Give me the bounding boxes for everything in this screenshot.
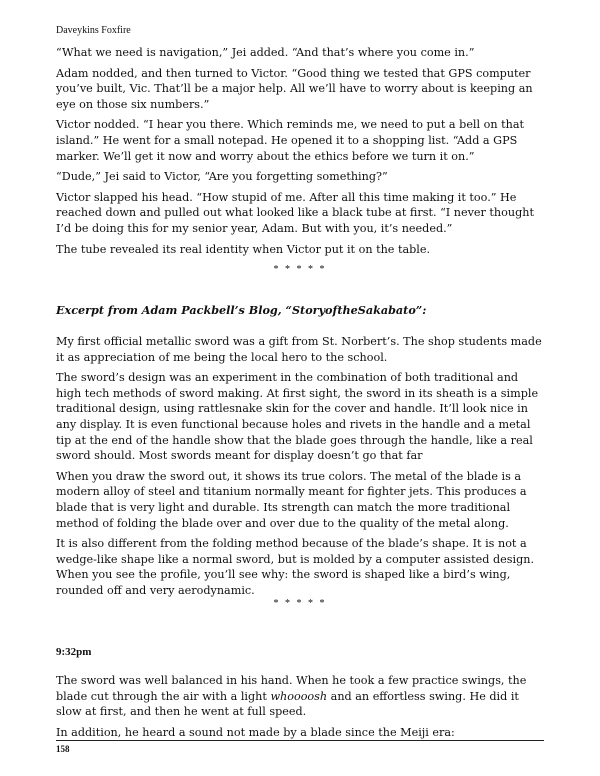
paragraph: “Dude,” Jei said to Victor, “Are you forgetting something?” [56,170,388,184]
paragraph: The sword’s design was an experiment in the combination of both traditional and high tech methods of sword making. At first sight, the sword in its sheath is a simple traditional design, using rattlesnake skin for the cover and handle. It’ll look nice in any display. It is even functional because holes and rivets in the handle and a metal tip at the end of the handle show that the blade goes through the handle, like a real sword should. Most swords meant for display doesn’t go that far [56,371,539,463]
text-run: and an effortless swing. He did it slow at first, and then he went at full speed. [56,689,519,719]
paragraph: When you draw the sword out, it shows its true colors. The metal of the blade is a modern alloy of steel and titanium normally meant for fighter jets. This produces a blade that is very light and durable. Its strength can match the more traditional method of folding the blade over and over due to the quality of the metal along. [56,469,527,530]
paragraph: It is also different from the folding method because of the blade’s shape. It is not a wedge-like shape like a normal sword, but is molded by a computer assisted design. When you see the profile, you’ll see why: the sword is shaped like a bird’s wing, rounded off and very aerodynamic. [56,537,535,597]
italic-sound-word: whoooosh [270,689,328,703]
paragraph: In addition, he heard a sound not made by a blade since the Meiji era: [56,725,455,739]
scene-separator-2: * * * * * [273,598,327,609]
paragraph [56,673,546,720]
running-header: Daveykins Foxfire [56,25,131,36]
blog-text [56,334,546,604]
footer-rule [56,740,544,741]
text-run: The sword was well balanced in his hand. When he took a few practice swings, the blade cut through the air with a light [56,674,527,703]
paragraph: The tube revealed its real identity when Victor put it on the table. [56,242,431,256]
paragraph: “What we need is navigation,” Jei added. “And that’s where you come in.” [56,46,475,59]
time-stamp: 9:32pm [56,646,92,658]
paragraph: Adam nodded, and then turned to Victor. “Good thing we tested that GPS computer you’ve built, Vic. That’ll be a major help. All we’ll have to worry about is keeping an eye on those six numbers.” [56,66,533,111]
blog-heading: Excerpt from Adam Packbell’s Blog, “StoryoftheSakabato”: [56,303,427,317]
scene-separator: * * * * * [273,264,327,275]
section1-text [56,45,546,262]
paragraph: Victor nodded. “I hear you there. Which reminds me, we need to put a bell on that island.” He went for a small notepad. He opened it to a shopping list. “Add a GPS marker. We’ll get it now and worry about the ethics before we turn it on.” [56,118,525,163]
section2-text [56,673,546,745]
page-number: 158 [56,744,70,754]
paragraph: Victor slapped his head. “How stupid of me. After all this time making it too.” He reached down and pulled out what looked like a black tube at first. “I never thought I’d be doing this for my senior year, Adam. But with you, it’s needed.” [56,190,534,235]
paragraph: My first official metallic sword was a gift from St. Norbert’s. The shop students made it as appreciation of me being the local hero to the school. [56,335,542,364]
